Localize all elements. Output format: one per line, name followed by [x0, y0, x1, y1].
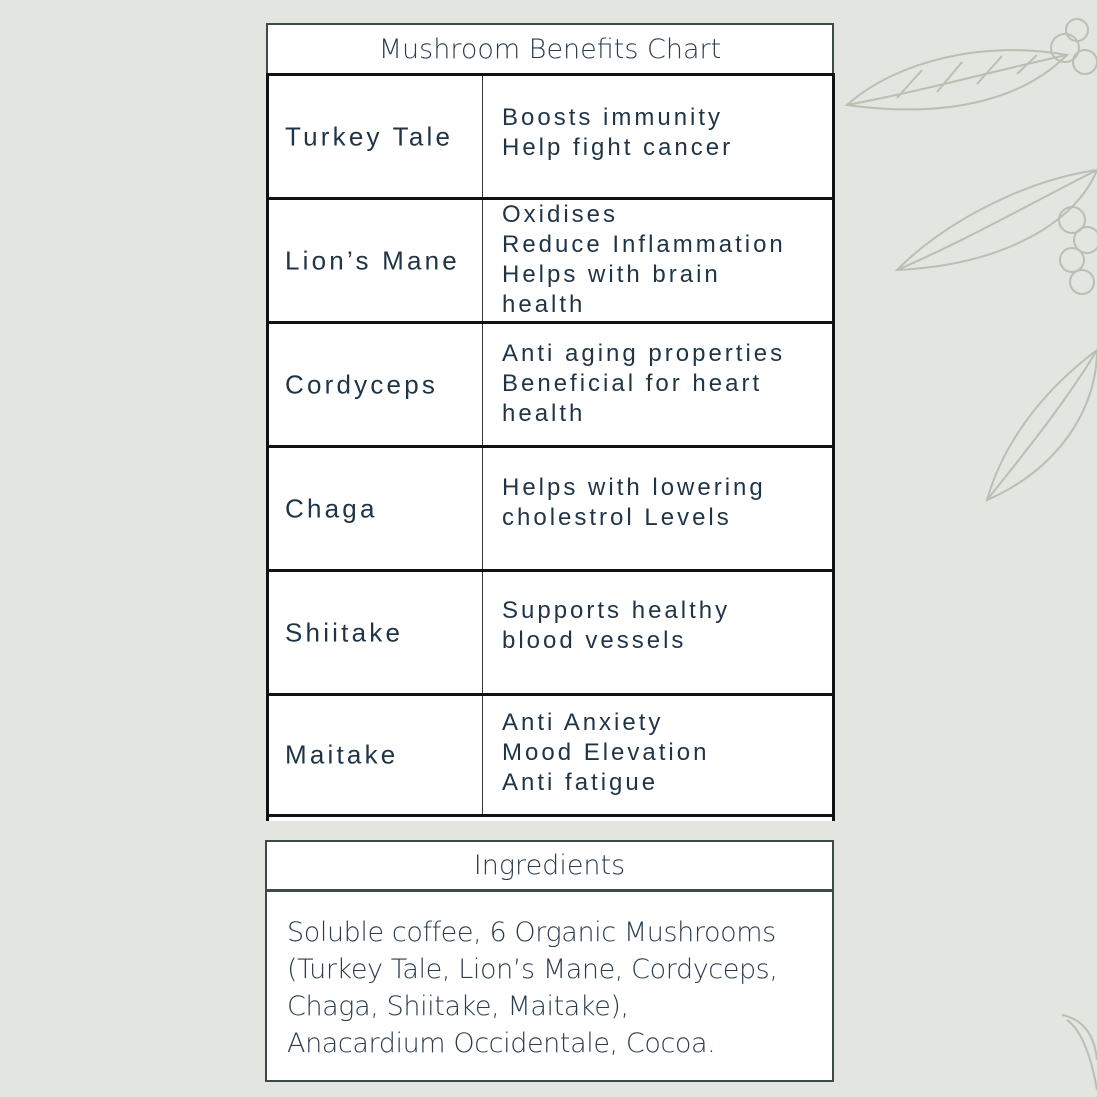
benefit-item: Helps with brain: [502, 261, 721, 288]
benefit-item: Helps with lowering: [502, 474, 766, 501]
column-divider: [482, 76, 483, 197]
benefit-item: Anti fatigue: [502, 769, 659, 796]
table-row: [269, 197, 832, 321]
table-row: [269, 73, 832, 197]
column-divider: [482, 200, 483, 321]
leaf-illustration: [837, 0, 1097, 1097]
benefit-list: [502, 473, 828, 533]
mushroom-name: Shiitake: [285, 617, 404, 647]
mushroom-name: Lion’s Mane: [285, 245, 460, 275]
column-divider: [482, 572, 483, 693]
benefit-item: Boosts immunity: [502, 104, 724, 131]
benefit-item: Mood Elevation: [502, 739, 710, 766]
chart-title: Mushroom Benefits Chart: [266, 23, 834, 75]
table-row: [269, 569, 832, 693]
table-row: [269, 321, 832, 445]
table-row: [269, 445, 832, 569]
benefit-item: health: [502, 291, 586, 318]
benefit-item: Help fight cancer: [502, 134, 734, 161]
ingredients-title: Ingredients: [265, 840, 834, 891]
benefit-item: Anti Anxiety: [502, 709, 664, 736]
column-divider: [482, 696, 483, 814]
benefit-item: Reduce Inflammation: [502, 231, 786, 258]
benefit-list: [502, 339, 828, 429]
benefit-item: Beneficial for heart: [502, 370, 763, 397]
column-divider: [482, 324, 483, 445]
ingredients-line: Soluble coffee, 6 Organic Mushrooms: [287, 917, 776, 948]
benefits-table: [266, 73, 835, 821]
ingredients-line: (Turkey Tale, Lion’s Mane, Cordyceps,: [287, 954, 778, 985]
benefit-item: Anti aging properties: [502, 340, 786, 367]
mushroom-name: Turkey Tale: [285, 121, 454, 151]
benefit-item: Supports healthy: [502, 597, 731, 624]
mushroom-name: Cordyceps: [285, 369, 439, 399]
ingredients-box: [265, 890, 834, 1082]
benefit-item: Oxidises: [502, 201, 619, 228]
table-row: [269, 693, 832, 817]
ingredients-line: Chaga, Shiitake, Maitake),: [287, 991, 629, 1022]
benefit-item: health: [502, 400, 586, 427]
benefit-list: [502, 596, 828, 656]
ingredients-line: Anacardium Occidentale, Cocoa.: [287, 1028, 716, 1059]
benefit-item: cholestrol Levels: [502, 504, 732, 531]
benefit-list: [502, 200, 828, 320]
column-divider: [482, 448, 483, 569]
ingredients-text: [287, 914, 832, 1062]
mushroom-name: Chaga: [285, 493, 378, 523]
benefit-list: [502, 103, 828, 163]
benefit-list: [502, 708, 828, 798]
benefit-item: blood vessels: [502, 627, 687, 654]
mushroom-name: Maitake: [285, 739, 399, 770]
